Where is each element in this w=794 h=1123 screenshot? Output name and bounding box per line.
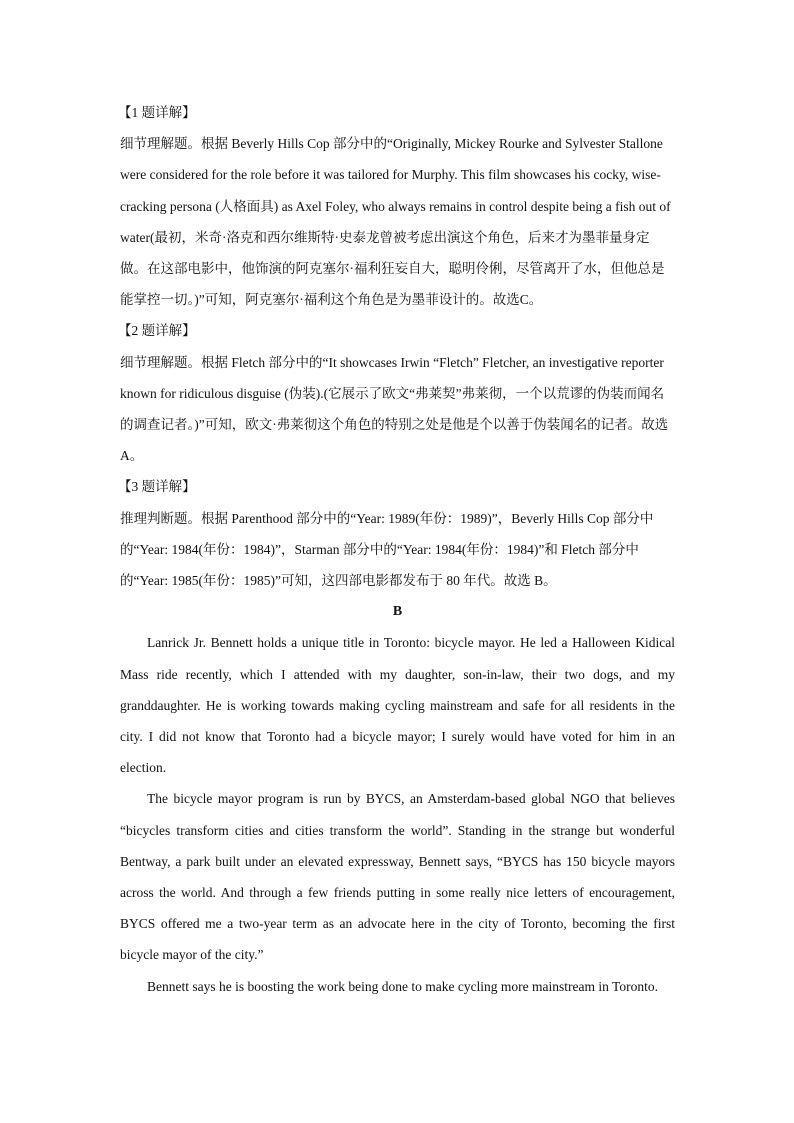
q2-heading: 【2 题详解】 — [118, 323, 196, 339]
q3-explanation: 推理判断题。根据 Parenthood 部分中的“Year: 1989(年份：1989)”，Beverly Hills Cop 部分中的“Year: 1984(年份：1984)”，Starman 部分中的“Year: 1984(年份：1984)”和 Fletch 部分中的“Year: 1985(年份：1985)”可知，这四部电影都发布于 80 年代。故选 B。 — [120, 510, 654, 588]
q1-heading: 【1 题详解】 — [118, 105, 196, 120]
passage-paragraph-3: Bennett says he is boosting the work being done to make cycling more mainstream in Toronto. — [147, 978, 658, 994]
passage-paragraph-1: Lanrick Jr. Bennett holds a unique title in Toronto: bicycle mayor. He led a Halloween Kidical Mass ride recently, which I attended with my daughter, son-in-law, their two dogs, and my granddaughter. He is working towards making cycling mainstream and safe for all residents in the city. I did not know that Toronto had a bicycle mayor; I surely would have voted for him in an election. — [120, 635, 675, 776]
section-b-title: B — [392, 604, 403, 620]
q3-heading: 【3 题详解】 — [118, 479, 196, 495]
document-page — [120, 97, 675, 1002]
passage-paragraph-2: The bicycle mayor program is run by BYCS, an Amsterdam-based global NGO that believes “bicycles transform cities and cities transform the world”. Standing in the strange but wonderful Bentway, a park built under an elevated expressway, Bennett says, “BYCS has 150 bicycle mayors across the world. And through a few friends putting in some really nice letters of encouragement, BYCS offered me a two-year term as an advocate here in the city of Toronto, becoming the first bicycle mayor of the city.” — [120, 791, 675, 963]
q1-explanation: 细节理解题。根据 Beverly Hills Cop 部分中的“Originally, Mickey Rourke and Sylvester Stallone were considered for the role before it was tailored for Murphy. This film showcases his cocky, wise-cracking persona (人格面具) as Axel Foley, who always remains in control despite being a fish out of water(最初，米奇·洛克和西尔维斯特·史泰龙曾被考虑出演这个角色，后来才为墨菲量身定做。在这部电影中，他饰演的阿克塞尔·福利狂妄自大，聪明伶俐，尽管离开了水，但他总是能掌控一切。)”可知，阿克塞尔·福利这个角色是为墨菲设计的。故选C。 — [120, 136, 671, 308]
q2-explanation: 细节理解题。根据 Fletch 部分中的“It showcases Irwin “Fletch” Fletcher, an investigative reporter known for ridiculous disguise (伪装).(它展示了欧文“弗莱契”弗莱彻，一个以荒谬的伪装而闻名的调查记者。)”可知，欧文·弗莱彻这个角色的特别之处是他是个以善于伪装闻名的记者。故选 A。 — [120, 354, 669, 464]
